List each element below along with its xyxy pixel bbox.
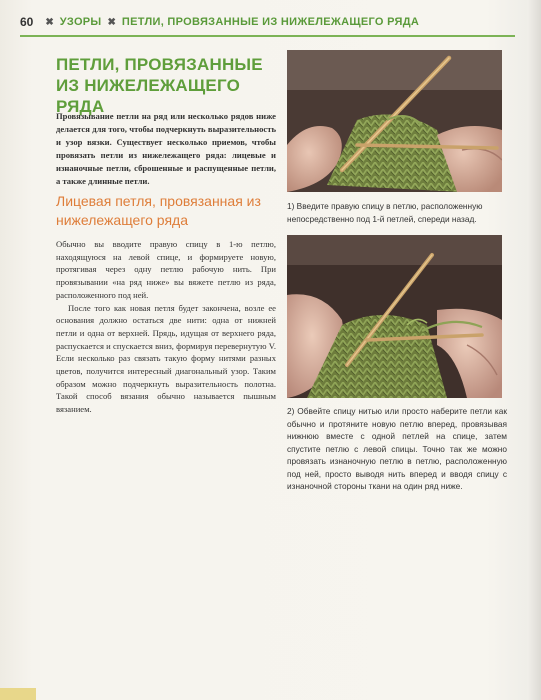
separator-icon: ✖ bbox=[45, 16, 54, 28]
body-paragraph-2: После того как новая петля будет закончена, возле ее основания должно остаться две нити: одна от нижней петли и одна от верхней. Прядь, идущая от верхнего ряда, распускается и спускается вниз, формируя перевернутую V. Если несколько раз связать такую форму нитями разных цветов, получится интересный диагональный узор. Таким образом можно подчеркнуть выразительность полотна. Такой способ вязания обычно называется пышным вязанием. bbox=[56, 302, 276, 415]
knitting-photo-1 bbox=[287, 50, 502, 192]
caption-step-1: 1) Введите правую спицу в петлю, расположенную непосредственно под 1-й петлей, спереди назад. bbox=[287, 201, 483, 224]
section-subtitle: Лицевая петля, провязанная из нижележащего ряда bbox=[56, 193, 261, 228]
knitting-illustration-1 bbox=[287, 50, 502, 192]
caption-step-2: 2) Обвейте спицу нитью или просто наберите петли как обычно и протяните новую петлю вперед, провязывая нижнюю вместе с одной петлей на спице, затем спустите петлю с левой спицы. Точно так же можно провязать изнаночную петлю в петлю, расположенную под ней, просто выводя нить вперед и вводя спицу с изнаночной стороны ткани на один ряд ниже. bbox=[287, 406, 507, 491]
intro-paragraph: Провязывание петли на ряд или несколько рядов ниже делается для того, чтобы подчеркнуть выразительность и узор вязки. Существует несколько приемов, чтобы провязать петли из нижележащего ряда: лицевые и изнаночные петли, сброшенные и распущенные петли, а также длинные петли. bbox=[56, 111, 276, 187]
page-number: 60 bbox=[20, 15, 34, 29]
body-paragraph-1: Обычно вы вводите правую спицу в 1-ю петлю, находящуюся на левой спице, и формируете новую, протягивая через одну петлю рабочую нить. При провязывании «на ряд ниже» вы вяжете петлю из ряда, расположенного под ней. bbox=[56, 239, 276, 300]
body-text bbox=[56, 238, 276, 416]
page-title: ПЕТЛИ, ПРОВЯЗАННЫЕ ИЗ НИЖЕЛЕЖАЩЕГО РЯДА bbox=[56, 55, 263, 116]
section-name: УЗОРЫ bbox=[59, 16, 102, 28]
running-header bbox=[20, 12, 419, 32]
header-rule bbox=[20, 35, 515, 37]
page-edge bbox=[527, 0, 541, 700]
bottom-color-strip bbox=[0, 688, 36, 700]
separator-icon: ✖ bbox=[107, 16, 116, 28]
knitting-illustration-2 bbox=[287, 235, 502, 398]
knitting-photo-2 bbox=[287, 235, 502, 398]
chapter-name: ПЕТЛИ, ПРОВЯЗАННЫЕ ИЗ НИЖЕЛЕЖАЩЕГО РЯДА bbox=[121, 16, 420, 28]
